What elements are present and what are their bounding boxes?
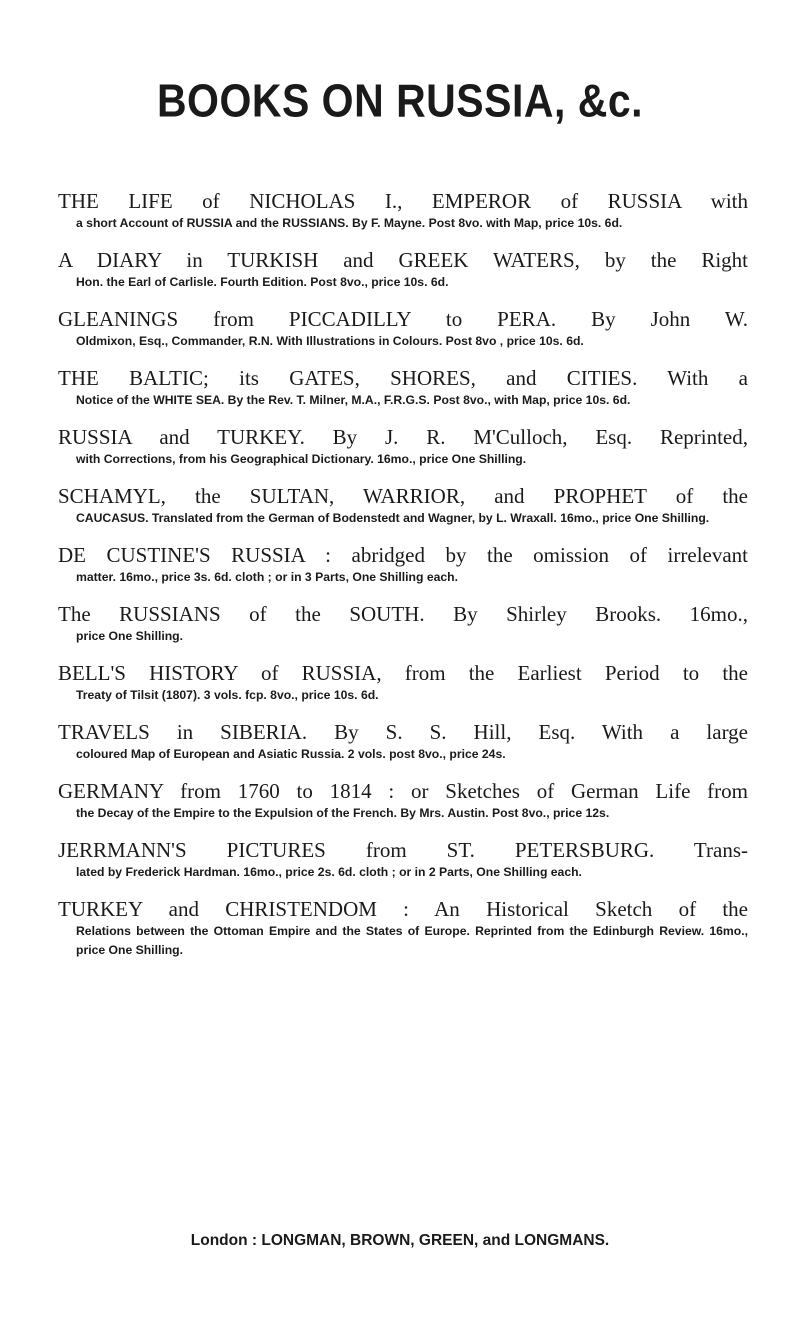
book-details: matter. 16mo., price 3s. 6d. cloth ; or in 3 Parts, One Shilling each. xyxy=(76,570,458,584)
book-entry xyxy=(58,719,748,764)
book-details: the Decay of the Empire to the Expulsion of the French. By Mrs. Austin. Post 8vo., price 12s. xyxy=(76,806,610,820)
book-title: DE CUSTINE'S RUSSIA : abridged by the omission of irrelevant xyxy=(58,543,748,567)
book-details: Hon. the Earl of Carlisle. Fourth Edition. Post 8vo., price 10s. 6d. xyxy=(76,275,449,289)
book-title: RUSSIA and TURKEY. By J. R. M'Culloch, Esq. Reprinted, xyxy=(58,425,748,449)
book-title: THE LIFE of NICHOLAS I., EMPEROR of RUSSIA with xyxy=(58,189,748,213)
book-entry xyxy=(58,365,748,410)
book-title: A DIARY in TURKISH and GREEK WATERS, by the Right xyxy=(58,248,748,272)
book-details: Relations between the Ottoman Empire and the States of Europe. Reprinted from the Edinburgh Review. 16mo., price One Shilling. xyxy=(76,924,748,957)
book-list xyxy=(58,188,748,960)
book-entry xyxy=(58,837,748,882)
book-details: coloured Map of European and Asiatic Russia. 2 vols. post 8vo., price 24s. xyxy=(76,747,506,761)
publisher-imprint: London : LONGMAN, BROWN, GREEN, and LONGMANS. xyxy=(190,1232,610,1249)
book-title: BELL'S HISTORY of RUSSIA, from the Earliest Period to the xyxy=(58,661,748,685)
book-title: GERMANY from 1760 to 1814 : or Sketches of German Life from xyxy=(58,779,748,803)
book-entry xyxy=(58,896,748,960)
book-entry xyxy=(58,542,748,587)
book-title: TURKEY and CHRISTENDOM : An Historical Sketch of the xyxy=(58,897,748,921)
book-entry xyxy=(58,660,748,705)
book-details: price One Shilling. xyxy=(76,629,183,643)
book-details: Notice of the WHITE SEA. By the Rev. T. Milner, M.A., F.R.G.S. Post 8vo., with Map, price 10s. 6d. xyxy=(76,393,631,407)
book-title: GLEANINGS from PICCADILLY to PERA. By John W. xyxy=(58,307,748,331)
book-details: with Corrections, from his Geographical Dictionary. 16mo., price One Shilling. xyxy=(76,452,527,466)
book-entry xyxy=(58,601,748,646)
book-entry xyxy=(58,483,748,528)
book-details: Treaty of Tilsit (1807). 3 vols. fcp. 8vo., price 10s. 6d. xyxy=(76,688,379,702)
book-details: CAUCASUS. Translated from the German of Bodenstedt and Wagner, by L. Wraxall. 16mo., price One Shilling. xyxy=(76,511,710,525)
book-title: The RUSSIANS of the SOUTH. By Shirley Brooks. 16mo., xyxy=(58,602,748,626)
book-title: SCHAMYL, the SULTAN, WARRIOR, and PROPHET of the xyxy=(58,484,748,508)
book-details: a short Account of RUSSIA and the RUSSIANS. By F. Mayne. Post 8vo. with Map, price 10s. 6d. xyxy=(76,216,623,230)
page-title: BOOKS ON RUSSIA, &c. xyxy=(156,75,644,127)
book-title: TRAVELS in SIBERIA. By S. S. Hill, Esq. With a large xyxy=(58,720,748,744)
book-entry xyxy=(58,424,748,469)
book-entry xyxy=(58,306,748,351)
book-entry xyxy=(58,188,748,233)
book-title: JERRMANN'S PICTURES from ST. PETERSBURG. Trans- xyxy=(58,838,748,862)
book-details: Oldmixon, Esq., Commander, R.N. With Illustrations in Colours. Post 8vo , price 10s. 6d. xyxy=(76,334,584,348)
book-entry xyxy=(58,778,748,823)
book-entry xyxy=(58,247,748,292)
book-details: lated by Frederick Hardman. 16mo., price 2s. 6d. cloth ; or in 2 Parts, One Shilling each. xyxy=(76,865,582,879)
book-title: THE BALTIC; its GATES, SHORES, and CITIES. With a xyxy=(58,366,748,390)
